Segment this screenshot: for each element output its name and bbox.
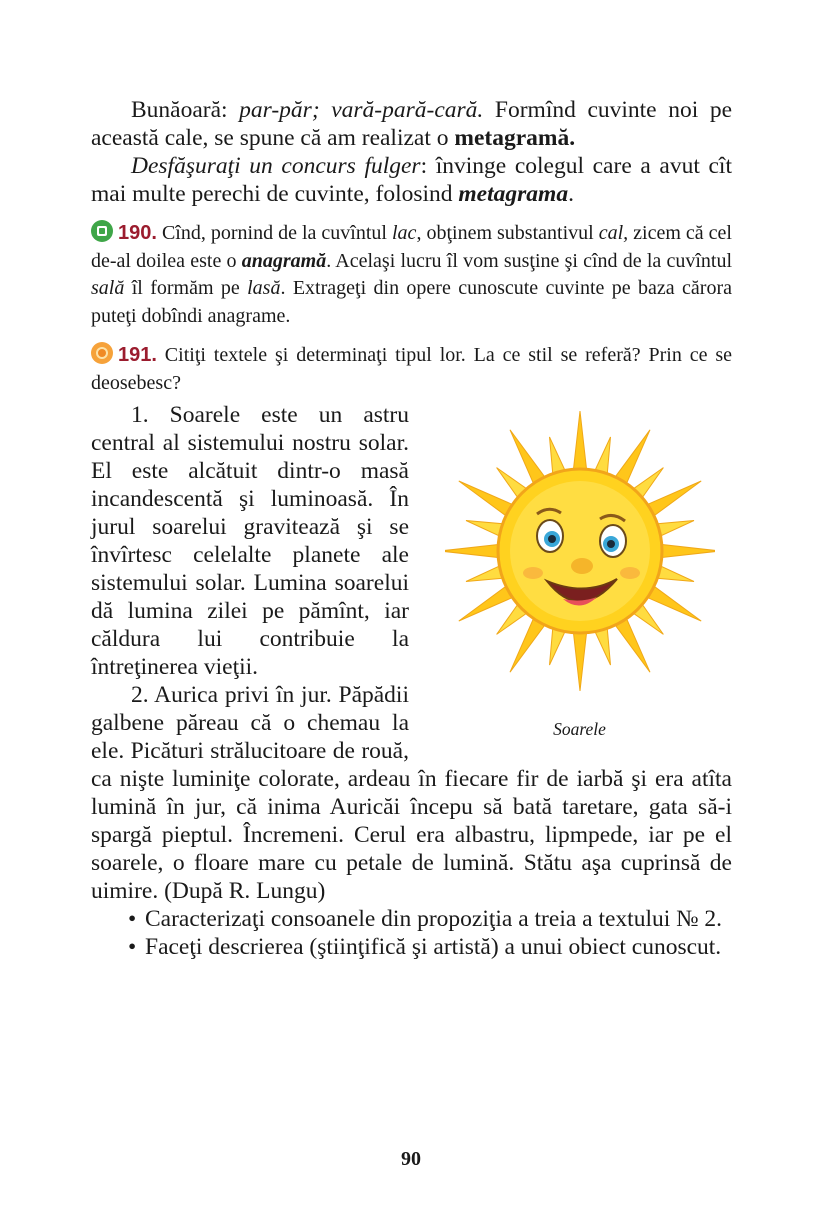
- intro-paragraph-1: [91, 96, 732, 152]
- word-example: lac: [392, 222, 417, 244]
- image-caption: Soarele: [553, 719, 606, 739]
- nose: [571, 558, 593, 574]
- text-2: 2. Aurica privi în jur. Păpădii galbene păreau că o chemau la ele. Picături strălucitoare de rouă, ca nişte luminiţe colorate, ardeau în fiecare fir de iarbă şi era atîta lumină în jur, că inima Auricăi începu să bată taretare, gata să-i spargă pieptul. Încremeni. Cerul era albastru, lipmpede, iar pe el soarele, o floare mare cu petale de lumină. Stătu aşa cuprinsă de uimire. (După R. Lungu): [91, 682, 732, 904]
- list-item: • Faceţi descrierea (ştiinţifică şi artistă) a unui obiect cunoscut.: [128, 933, 732, 961]
- punctuation: .: [568, 181, 574, 207]
- exercise-text: Cînd, pornind de la cuvîntul: [156, 222, 392, 244]
- right-cheek: [620, 567, 640, 579]
- sun-figure: [427, 397, 732, 740]
- page-number: 90: [401, 1148, 421, 1170]
- right-pupil: [607, 540, 615, 548]
- exercise-number: 190.: [118, 222, 157, 244]
- metagram-term: metagramă.: [454, 125, 576, 151]
- exercise-text: . Extrageţi din opere cunoscute cuvinte pe baza cărora puteţi dobîndi anagrame.: [91, 277, 732, 327]
- word-example: lasă: [247, 277, 281, 299]
- exercise-text: , obţinem substantivul: [416, 222, 599, 244]
- sun-ray: [573, 629, 587, 691]
- contest-task: Desfăşuraţi un concurs fulger: [131, 153, 421, 179]
- exercise-number: 191.: [118, 344, 157, 366]
- task-list: [91, 905, 732, 961]
- list-item: • Caracterizaţi consoanele din propoziţia a treia a textului № 2.: [128, 905, 732, 933]
- exercise-text: îl formăm pe: [124, 277, 248, 299]
- left-cheek: [523, 567, 543, 579]
- smiley-icon: [91, 342, 113, 364]
- sun-illustration: [445, 401, 715, 701]
- anagram-term: anagramă: [241, 249, 327, 272]
- text-1: 1. Soarele este un astru central al sistemului nostru solar. El este alcătuit dintr-o masă incandescentă şi luminoasă. În jurul soarelui gravitează şi se învîrtesc celelalte planete ale sistemului solar. Lumina soarelui dă lumina zilei pe pămînt, iar căldura lui contribuie la întreţinerea vieţii.: [91, 402, 409, 680]
- intro-text: : învinge colegul care a avut cît mai multe perechi de cuvinte, folosind: [91, 153, 732, 207]
- word-example: sală: [91, 277, 125, 299]
- exercise-190: [91, 220, 732, 330]
- intro-text: Bunăoară:: [131, 97, 240, 123]
- sun-ray: [657, 544, 714, 558]
- metagram-term-2: metagrama: [458, 181, 569, 207]
- sun-ray: [573, 411, 587, 473]
- left-pupil: [548, 535, 556, 543]
- metagram-examples: par-păr; vară-pară-cară.: [239, 97, 484, 123]
- exercise-text: zicem că cel de-al doilea este o: [91, 222, 732, 272]
- intro-paragraph-2: [91, 152, 732, 208]
- exercise-191: [91, 342, 732, 397]
- exercise-text: . Acelaşi lucru îl vom susţine şi cînd de la cuvîntul: [326, 249, 732, 272]
- sun-ray: [445, 544, 502, 558]
- intro-text: Formînd cuvinte noi pe această cale, se spune că am realizat o: [91, 97, 732, 151]
- word-example: cal,: [598, 222, 629, 244]
- page-content: [91, 96, 732, 961]
- calculator-icon: [91, 220, 113, 242]
- exercise-text: Citiţi textele şi determinaţi tipul lor. La ce stil se referă? Prin ce se deosebesc?: [91, 344, 732, 394]
